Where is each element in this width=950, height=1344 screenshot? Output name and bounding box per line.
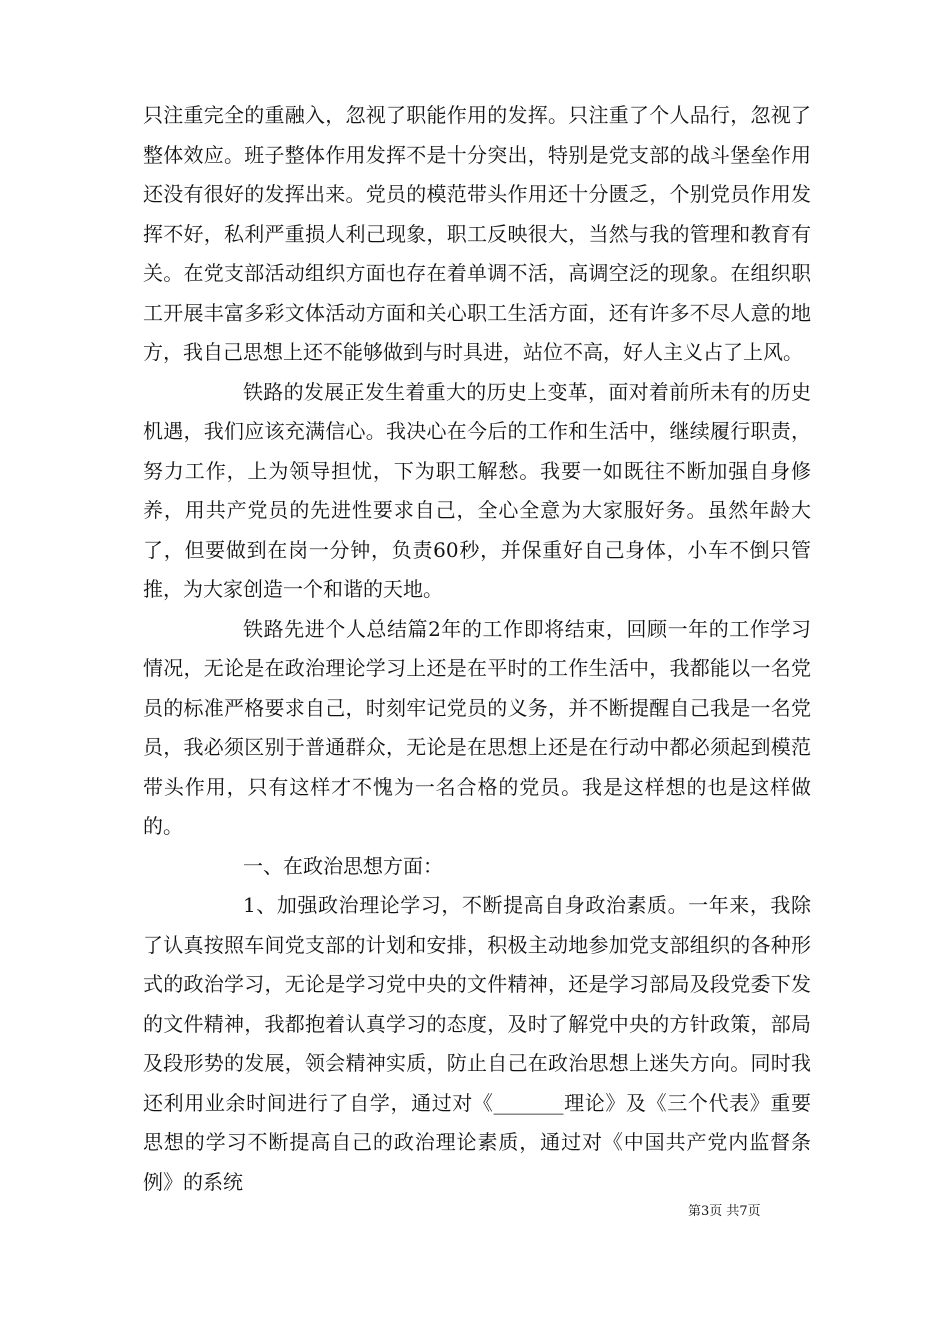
paragraph-continuation: 只注重完全的重融入，忽视了职能作用的发挥。只注重了个人品行，忽视了整体效应。班子整体作用发挥不是十分突出，特别是党支部的战斗堡垒作用还没有很好的发挥出来。党员的模范带头作用还十分匮乏，个别党员作用发挥不好，私利严重损人利己现象，职工反映很大，当然与我的管理和教育有关。在党支部活动组织方面也存在着单调不活，高调空泛的现象。在组织职工开展丰富多彩文体活动方面和关心职工生活方面，还有许多不尽人意的地方，我自己思想上还不能够做到与时具进，站位不高，好人主义占了上风。	[143, 103, 811, 364]
document-body	[143, 96, 811, 1202]
section-heading-political: 一、在政治思想方面：	[243, 853, 443, 878]
paragraph-summary-intro: 铁路先进个人总结篇2年的工作即将结束，回顾一年的工作学习情况，无论是在政治理论学习上还是在平时的工作生活中，我都能以一名党员的标准严格要求自己，时刻牢记党员的义务，并不断提醒自己我是一名党员，我必须区别于普通群众，无论是在思想上还是在行动中都必须起到模范带头作用，只有这样才不愧为一名合格的党员。我是这样想的也是这样做的。	[143, 616, 811, 838]
page-number: 第3页 共7页	[688, 1204, 761, 1219]
paragraph-railway-development: 铁路的发展正发生着重大的历史上变革，面对着前所未有的历史机遇，我们应该充满信心。我决心在今后的工作和生活中，继续履行职责，努力工作，上为领导担忧，下为职工解愁。我要一如既往不断加强自身修养，用共产党员的先进性要求自己，全心全意为大家服好务。虽然年龄大了，但要做到在岗一分钟，负责60秒，并保重好自己身体，小车不倒只管推，为大家创造一个和谐的天地。	[143, 379, 811, 601]
paragraph-political-study: 1、加强政治理论学习，不断提高自身政治素质。一年来，我除了认真按照车间党支部的计划和安排，积极主动地参加党支部组织的各种形式的政治学习，无论是学习党中央的文件精神，还是学习部局及段党委下发的文件精神，我都抱着认真学习的态度，及时了解党中央的方针政策，部局及段形势的发展，领会精神实质，防止自己在政治思想上迷失方向。同时我还利用业余时间进行了自学，通过对《_______理论》及《三个代表》重要思想的学习不断提高自己的政治理论素质，通过对《中国共产党内监督条例》的系统	[143, 893, 811, 1194]
